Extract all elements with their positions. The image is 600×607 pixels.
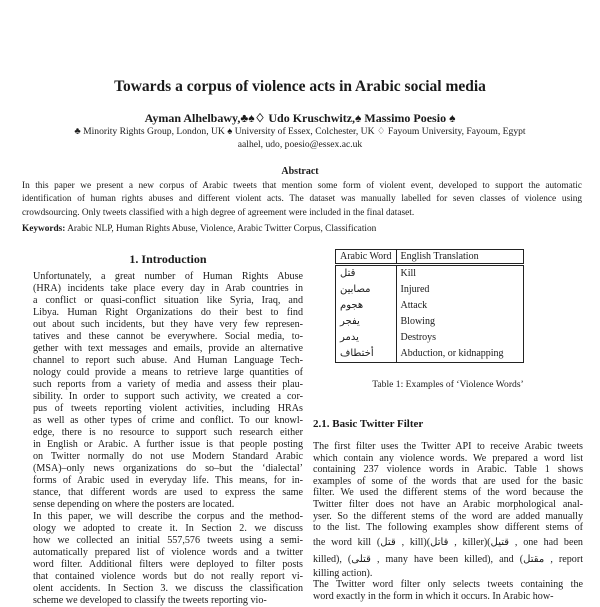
arabic-word: قتل — [336, 265, 397, 283]
text-line: containing 237 violence words in Arabic. Table 1 shows — [313, 464, 583, 476]
text-line: such reports from a variety of media and assess their plau- — [33, 379, 303, 390]
arabic-word: يدمر — [336, 330, 397, 346]
abstract-line: identification of human rights abuses and different violent acts. The dataset was manually labelled for seven classes of violence using — [22, 194, 582, 205]
text-line: tatives and these cannot be everywhere. Social media, to- — [33, 331, 303, 342]
section-2-1-body — [313, 441, 583, 603]
text-line: automatically prepared list of violence words and a twitter — [33, 547, 303, 558]
text-line: (HRA) incidents take place every day in Arab countries in — [33, 283, 303, 294]
text-line: word exactly in the form in which it occurs. In Arabic how- — [313, 590, 554, 602]
text-line: Unfortunately, a great number of Human Rights Abuse — [33, 271, 303, 282]
text-line: out about such incidents, but they have very few represen- — [33, 319, 303, 330]
paper-title: Towards a corpus of violence acts in Arabic social media — [114, 78, 486, 95]
text-line: forms of Arabic used in everyday life. This means, for in- — [33, 475, 303, 486]
text-line: stance, that different words are used to express the same — [33, 487, 303, 498]
introduction-body — [33, 271, 303, 607]
arabic-word: مصابين — [336, 282, 397, 298]
table-header: English Translation — [396, 250, 523, 265]
section-heading: 2.1. Basic Twitter Filter — [313, 418, 424, 430]
text-line: examples of some of the words that are used for the basic — [313, 475, 583, 487]
table-row — [336, 346, 524, 363]
text-line: a conflict or quasi-conflict situation like Syria, Iraq, and — [33, 295, 303, 306]
arabic-word: هجوم — [336, 298, 397, 314]
text-line: in English or Arabic. A further issue is that people posting — [33, 439, 303, 450]
arabic-word: أختطاف — [336, 346, 397, 363]
text-line: gether with text messages and emails, provide an alternative — [33, 343, 303, 354]
abstract-line: In this paper we present a new corpus of Arabic tweets that mention some form of violent event, developed to support the automatic — [22, 181, 582, 191]
text-line: edge, there is no resource to support such research either — [33, 427, 303, 438]
violence-words-table — [335, 249, 524, 363]
text-line: word filter. Additional filters were deployed to filter posts — [33, 559, 303, 570]
text-line: The first filter uses the Twitter API to receive Arabic tweets — [313, 441, 583, 452]
email: aalhel, udo, poesio@essex.ac.uk — [237, 139, 363, 150]
text-line: sense depending on where the posters are located. — [33, 499, 235, 510]
affiliations: ♣ Minority Rights Group, London, UK ♠ University of Essex, Colchester, UK ♢ Fayoum University, Fayoum, Egypt — [74, 126, 526, 137]
arabic-word: يفجر — [336, 314, 397, 330]
text-line: sibility. In order to support such activity, we created a cor- — [33, 391, 303, 402]
introduction-heading: 1. Introduction — [129, 252, 207, 266]
english-translation: Blowing — [396, 314, 523, 330]
table-row — [336, 282, 524, 298]
english-translation: Abduction, or kidnapping — [396, 346, 523, 363]
keywords-label: Keywords: — [22, 224, 66, 234]
abstract-line: crowdsourcing. Only tweets classified with a high degree of agreement were included in the final dataset. — [22, 207, 415, 218]
english-translation: Injured — [396, 282, 523, 298]
keywords-text: Arabic NLP, Human Rights Abuse, Violence, Arabic Twitter Corpus, Classification — [65, 224, 377, 234]
english-translation: Attack — [396, 298, 523, 314]
text-line: Libya. Human Right Organizations do their best to find — [33, 307, 303, 318]
text-line: on Twitter normally do not use Modern Standard Arabic — [33, 451, 303, 462]
text-line: filter. We used the different stems of the word because the — [313, 487, 583, 499]
english-translation: Kill — [396, 265, 523, 283]
english-translation: Destroys — [396, 330, 523, 346]
text-line: In this paper, we will describe the corpus and the method- — [33, 511, 303, 522]
text-line: (MSA)–only news organizations do so–but the ‘dialectal’ — [33, 463, 303, 474]
text-line: the word kill (قتل , kill)(قاتل , killer)(قتيل , one had been — [313, 536, 583, 548]
text-line: olent accidents. In Section 3. we discuss the classification — [33, 583, 303, 594]
text-line: to the list. The following examples show different stems of — [313, 522, 583, 534]
table-row — [336, 298, 524, 314]
table-row — [336, 314, 524, 330]
table-header: Arabic Word — [336, 250, 397, 265]
text-line: which contain any violence words. We prepared a word list — [313, 452, 583, 464]
text-line: nology could provide a means to retrieve large quantities of — [33, 367, 303, 378]
text-line: The Twitter word filter only selects tweets containing the — [313, 579, 583, 591]
text-line: channel to report such abuse. And Human Language Tech- — [33, 355, 303, 366]
abstract-heading: Abstract — [281, 166, 319, 177]
text-line: killing action). — [313, 567, 373, 579]
abstract-body — [22, 180, 582, 220]
authors: Ayman Alhelbawy,♣♠♢ Udo Kruschwitz,♠ Massimo Poesio ♠ — [144, 111, 456, 125]
text-line: yser. So the different stems of the word are added manually — [313, 510, 583, 522]
text-line: that contained violence words but do not really report vi- — [33, 571, 303, 582]
table-row — [336, 265, 524, 283]
text-line: scheme we developed to classify the tweets reporting vio- — [33, 595, 267, 606]
keywords — [22, 224, 376, 234]
table-caption: Table 1: Examples of ‘Violence Words’ — [372, 379, 524, 390]
introduction-section — [33, 252, 303, 607]
text-line: pus of tweets reporting violent activities, including HRAs — [33, 403, 303, 414]
table-row — [336, 330, 524, 346]
text-line: ology we adopted to create it. In Section 2. we discuss — [33, 523, 303, 534]
text-line: how we collected an initial 557,576 tweets using a semi- — [33, 535, 303, 546]
text-line: as well as other types of crime and conflict. To our knowl- — [33, 415, 303, 426]
text-line: killed), (قتلى , many have been killed), and (مقتل , report — [313, 553, 584, 565]
text-line: Twitter filter does not have an Arabic morphological anal- — [313, 498, 583, 510]
